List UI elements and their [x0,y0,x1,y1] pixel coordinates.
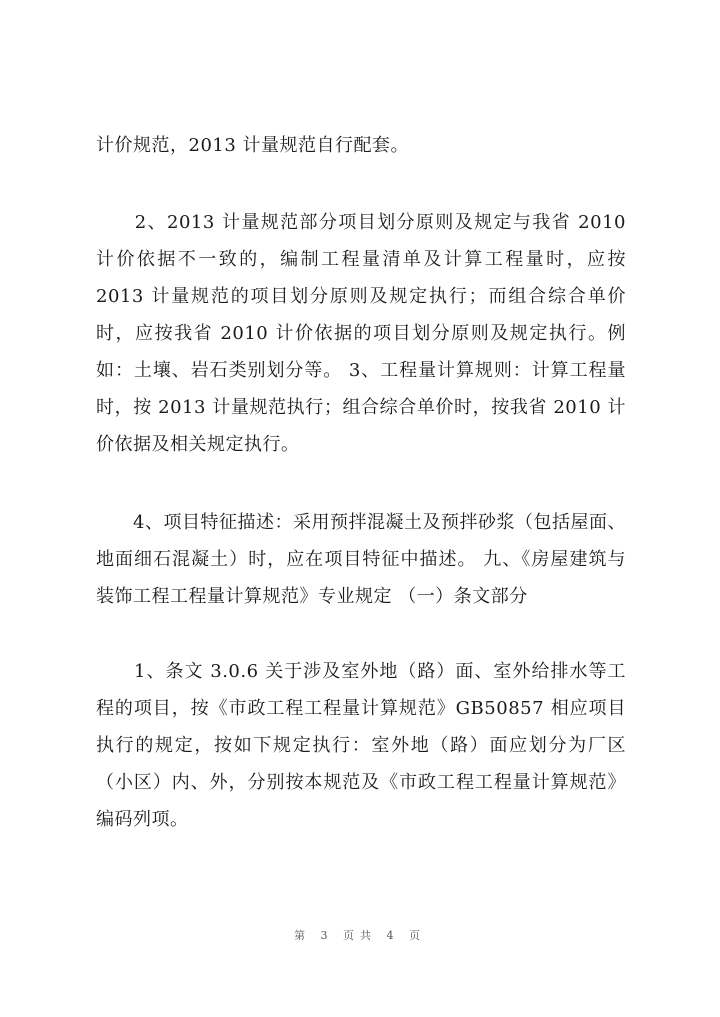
page-number-footer: 第 3 页共 4 页 [294,929,426,942]
paragraph-4: 1、条文 3.0.6 关于涉及室外地（路）面、室外给排水等工程的项目，按《市政工程工程量计算规范》GB50857 相应项目执行的规定，按如下规定执行：室外地（路）面应划分为厂区（小区）内、外，分别按本规范及《市政工程工程量计算规范》编码列项。 [96,661,626,830]
paragraph-2: 2、2013 计量规范部分项目划分原则及规定与我省 2010 计价依据不一致的，编制工程量清单及计算工程量时，应按 2013 计量规范的项目划分原则及规定执行；而组合综合单价时，应按我省 2010 计价依据的项目划分原则及规定执行。例如：土壤、岩石类别划分等。 3、工程量计算规则：计算工程量时，按 2013 计量规范执行；组合综合单价时，按我省 2010 计价依据及相关规定执行。 [96,212,626,455]
paragraph-1: 计价规范，2013 计量规范自行配套。 [96,135,410,156]
paragraph-3: 4、项目特征描述：采用预拌混凝土及预拌砂浆（包括屋面、地面细石混凝土）时，应在项目特征中描述。 九、《房屋建筑与装饰工程工程量计算规范》专业规定 （一）条文部分 [96,512,626,607]
